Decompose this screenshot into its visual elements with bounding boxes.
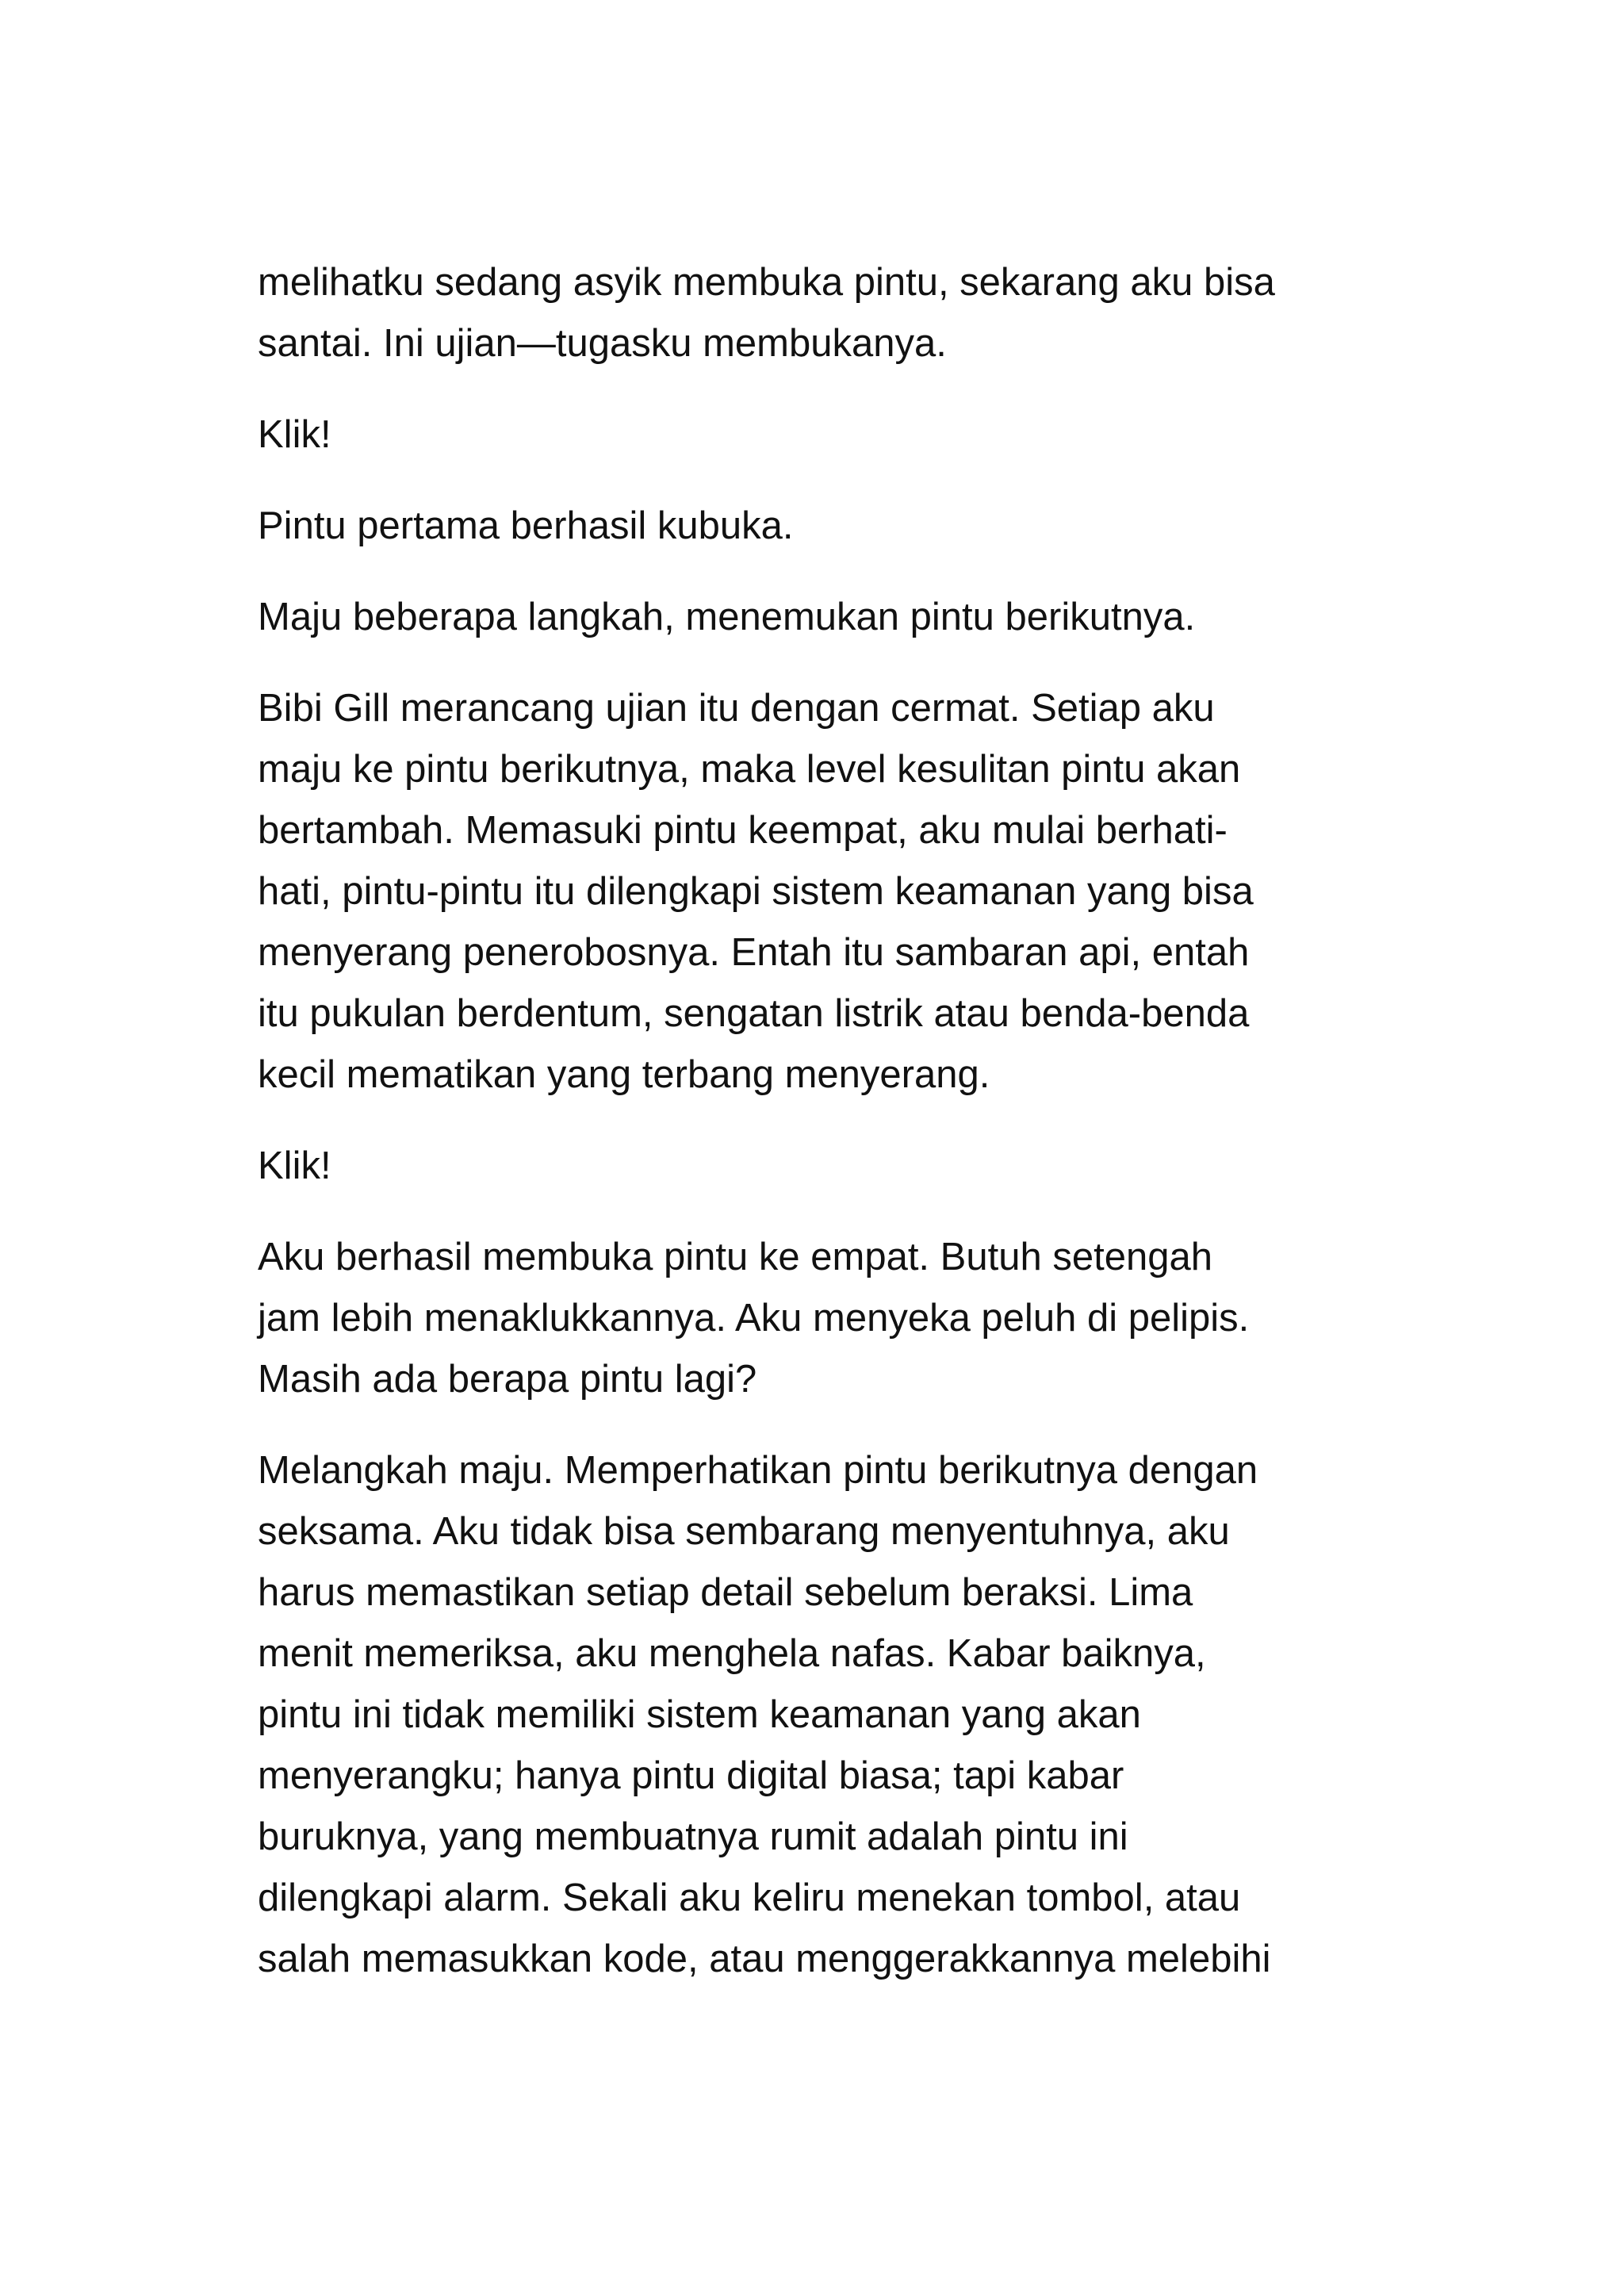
paragraph-line: harus memastikan setiap detail sebelum beraksi. Lima	[258, 1571, 1193, 1614]
paragraph-line: menyerangku; hanya pintu digital biasa; tapi kabar	[258, 1754, 1124, 1797]
paragraph-gap	[258, 466, 1384, 496]
paragraph-line: Maju beberapa langkah, menemukan pintu berikutnya.	[258, 596, 1196, 638]
paragraph-line: melihatku sedang asyik membuka pintu, sekarang aku bisa	[258, 261, 1275, 304]
paragraph-line: pintu ini tidak memiliki sistem keamanan yang akan	[258, 1693, 1141, 1736]
paragraph-gap	[258, 1106, 1384, 1136]
paragraph-line: menit memeriksa, aku menghela nafas. Kabar baiknya,	[258, 1632, 1206, 1675]
paragraph-line: jam lebih menaklukkannya. Aku menyeka peluh di pelipis.	[258, 1297, 1250, 1340]
paragraph-line: salah memasukkan kode, atau menggerakkannya melebihi	[258, 1938, 1271, 1980]
paragraph-line: Masih ada berapa pintu lagi?	[258, 1358, 757, 1401]
paragraph-line: hati, pintu-pintu itu dilengkapi sistem keamanan yang bisa	[258, 870, 1254, 913]
paragraph-line: Klik!	[258, 413, 331, 456]
story-text	[258, 252, 1384, 1990]
paragraph-gap	[258, 374, 1384, 404]
paragraph-line: bertambah. Memasuki pintu keempat, aku mulai berhati-	[258, 809, 1228, 852]
paragraph-gap	[258, 1410, 1384, 1440]
paragraph-line: maju ke pintu berikutnya, maka level kesulitan pintu akan	[258, 748, 1241, 791]
paragraph-line: seksama. Aku tidak bisa sembarang menyentuhnya, aku	[258, 1510, 1230, 1553]
paragraph-line: buruknya, yang membuatnya rumit adalah pintu ini	[258, 1815, 1128, 1858]
paragraph-line: santai. Ini ujian—tugasku membukanya.	[258, 322, 947, 365]
paragraph-line: menyerang penerobosnya. Entah itu sambaran api, entah	[258, 931, 1250, 974]
paragraph-line: Melangkah maju. Memperhatikan pintu berikutnya dengan	[258, 1449, 1258, 1492]
paragraph-gap	[258, 1197, 1384, 1227]
paragraph-line: itu pukulan berdentum, sengatan listrik atau benda-benda	[258, 992, 1250, 1035]
paragraph-gap	[258, 557, 1384, 587]
paragraph-line: Aku berhasil membuka pintu ke empat. Butuh setengah	[258, 1236, 1212, 1278]
paragraph-line: kecil mematikan yang terbang menyerang.	[258, 1053, 990, 1096]
paragraph-line: dilengkapi alarm. Sekali aku keliru menekan tombol, atau	[258, 1876, 1241, 1919]
paragraph-line: Klik!	[258, 1144, 331, 1187]
paragraph-gap	[258, 648, 1384, 678]
paragraph-line: Bibi Gill merancang ujian itu dengan cermat. Setiap aku	[258, 687, 1215, 730]
paragraph-line: Pintu pertama berhasil kubuka.	[258, 504, 794, 547]
